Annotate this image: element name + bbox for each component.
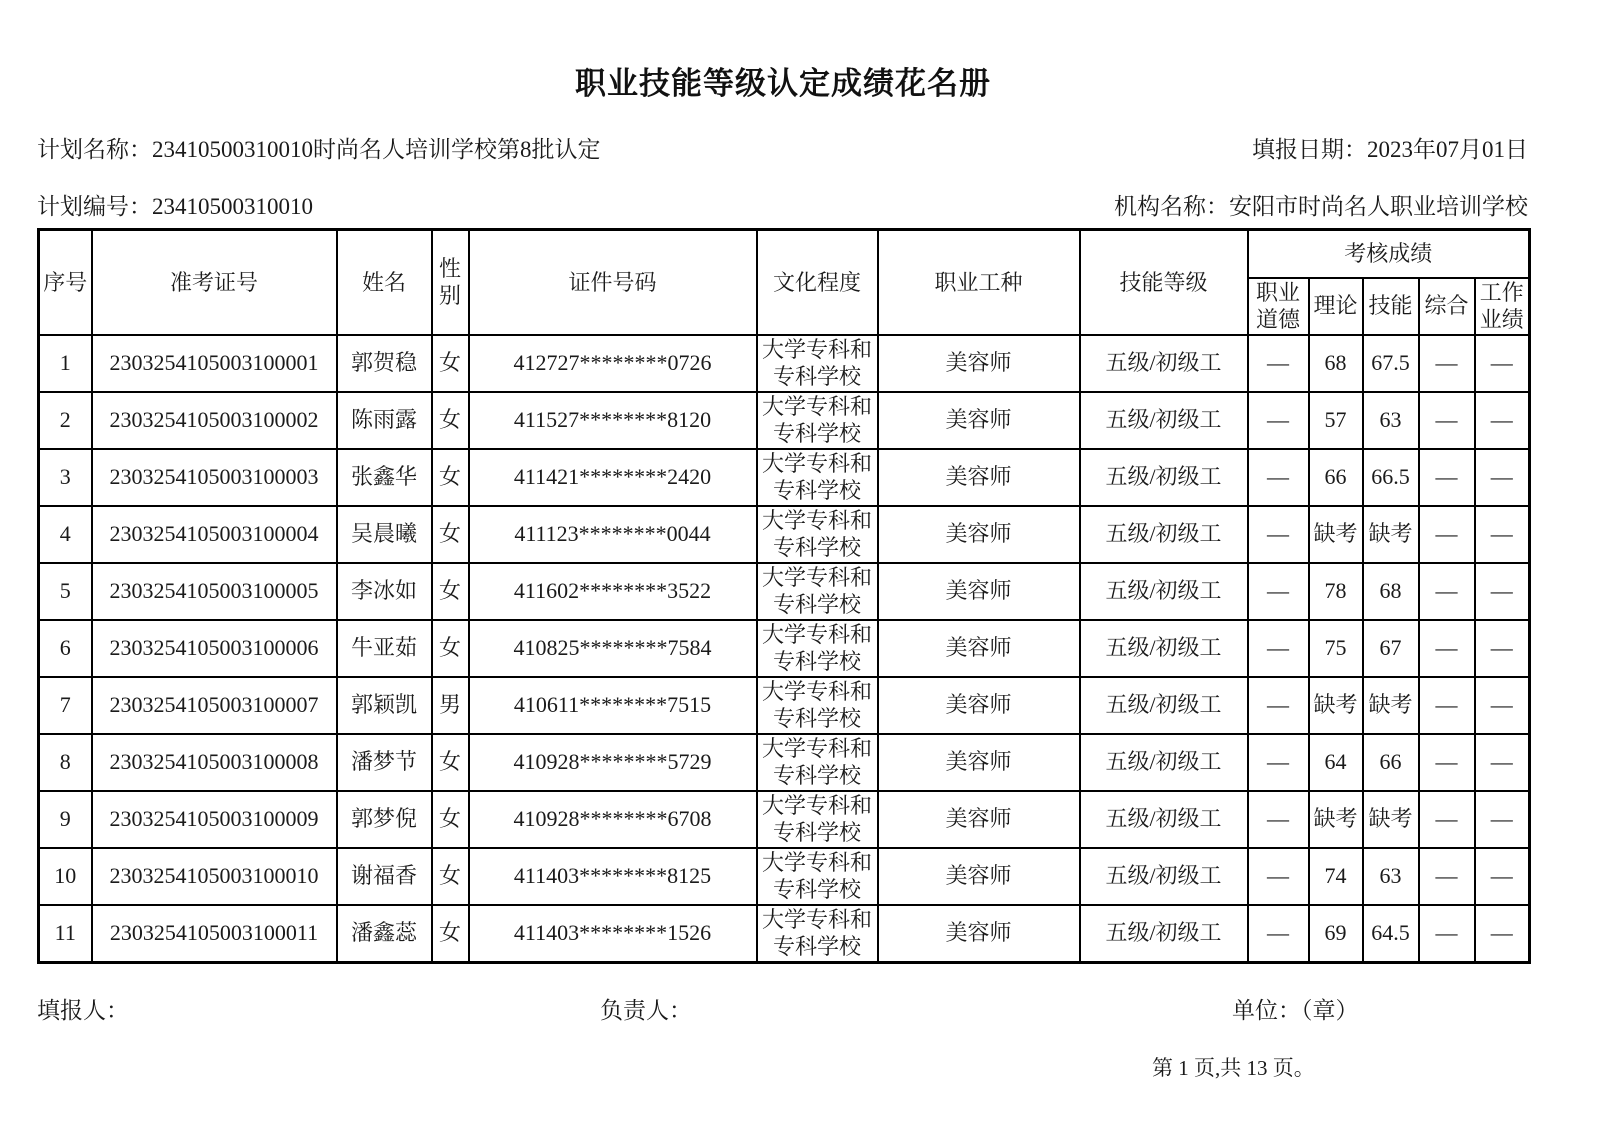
- cell-skill-level: 五级/初级工: [1080, 791, 1248, 848]
- table-row: [39, 335, 1530, 392]
- cell-gender: 女: [432, 335, 469, 392]
- cell-gender: 女: [432, 734, 469, 791]
- cell-name: 吴晨曦: [337, 506, 432, 563]
- plan-code-label: 计划编号：: [37, 194, 152, 219]
- col-header-occupation: 职业工种: [878, 230, 1080, 335]
- cell-occupation: 美容师: [878, 791, 1080, 848]
- cell-score-work: —: [1475, 563, 1530, 620]
- col-header-score-theory: 理论: [1309, 278, 1363, 335]
- filler-label: 填报人：: [37, 998, 129, 1023]
- cell-skill-level: 五级/初级工: [1080, 848, 1248, 905]
- cell-score-ethics: —: [1248, 848, 1309, 905]
- cell-name: 李冰如: [337, 563, 432, 620]
- cell-score-theory: 66: [1309, 449, 1363, 506]
- cell-score-ethics: —: [1248, 677, 1309, 734]
- cell-id-no: 410611********7515: [469, 677, 757, 734]
- cell-education: 大学专科和专科学校: [757, 563, 878, 620]
- cell-skill-level: 五级/初级工: [1080, 449, 1248, 506]
- cell-score-theory: 68: [1309, 335, 1363, 392]
- cell-score-skill: 68: [1363, 563, 1419, 620]
- cell-skill-level: 五级/初级工: [1080, 563, 1248, 620]
- table-row: [39, 392, 1530, 449]
- cell-skill-level: 五级/初级工: [1080, 392, 1248, 449]
- cell-score-theory: 缺考: [1309, 506, 1363, 563]
- cell-exam-no: 2303254105003100003: [92, 449, 337, 506]
- plan-name-label: 计划名称：: [37, 137, 152, 162]
- report-date: [1252, 131, 1528, 164]
- cell-gender: 男: [432, 677, 469, 734]
- cell-skill-level: 五级/初级工: [1080, 335, 1248, 392]
- cell-name: 张鑫华: [337, 449, 432, 506]
- report-date-value: 2023年07月01日: [1367, 137, 1528, 162]
- cell-score-skill: 缺考: [1363, 791, 1419, 848]
- meta-line-1: [37, 131, 1528, 164]
- cell-index: 10: [39, 848, 92, 905]
- cell-gender: 女: [432, 905, 469, 963]
- col-header-skill-level: 技能等级: [1080, 230, 1248, 335]
- col-header-name: 姓名: [337, 230, 432, 335]
- cell-index: 3: [39, 449, 92, 506]
- cell-skill-level: 五级/初级工: [1080, 905, 1248, 963]
- cell-score-work: —: [1475, 449, 1530, 506]
- org-name: [1114, 188, 1528, 221]
- cell-education: 大学专科和专科学校: [757, 620, 878, 677]
- plan-code: [37, 188, 313, 221]
- table-row: [39, 506, 1530, 563]
- cell-occupation: 美容师: [878, 848, 1080, 905]
- cell-score-comprehensive: —: [1419, 677, 1475, 734]
- table-body: [39, 335, 1530, 963]
- unit-seal-label: 单位：（章）: [1232, 998, 1359, 1023]
- cell-score-skill: 缺考: [1363, 506, 1419, 563]
- col-header-education: 文化程度: [757, 230, 878, 335]
- cell-score-comprehensive: —: [1419, 392, 1475, 449]
- cell-id-no: 410825********7584: [469, 620, 757, 677]
- cell-score-comprehensive: —: [1419, 905, 1475, 963]
- table-row: [39, 620, 1530, 677]
- meta-line-2: [37, 188, 1528, 221]
- cell-index: 1: [39, 335, 92, 392]
- cell-index: 5: [39, 563, 92, 620]
- cell-score-work: —: [1475, 335, 1530, 392]
- cell-score-work: —: [1475, 848, 1530, 905]
- plan-code-value: 23410500310010: [152, 194, 313, 219]
- cell-education: 大学专科和专科学校: [757, 734, 878, 791]
- cell-education: 大学专科和专科学校: [757, 335, 878, 392]
- cell-score-comprehensive: —: [1419, 449, 1475, 506]
- cell-score-ethics: —: [1248, 392, 1309, 449]
- cell-score-work: —: [1475, 905, 1530, 963]
- cell-gender: 女: [432, 563, 469, 620]
- cell-id-no: 411602********3522: [469, 563, 757, 620]
- cell-skill-level: 五级/初级工: [1080, 734, 1248, 791]
- plan-name: [37, 131, 601, 164]
- cell-id-no: 412727********0726: [469, 335, 757, 392]
- cell-exam-no: 2303254105003100011: [92, 905, 337, 963]
- table-row: [39, 734, 1530, 791]
- cell-occupation: 美容师: [878, 506, 1080, 563]
- cell-education: 大学专科和专科学校: [757, 392, 878, 449]
- col-header-score-skill: 技能: [1363, 278, 1419, 335]
- cell-occupation: 美容师: [878, 563, 1080, 620]
- cell-exam-no: 2303254105003100006: [92, 620, 337, 677]
- cell-exam-no: 2303254105003100007: [92, 677, 337, 734]
- cell-education: 大学专科和专科学校: [757, 449, 878, 506]
- cell-name: 谢福香: [337, 848, 432, 905]
- cell-score-skill: 67: [1363, 620, 1419, 677]
- cell-score-ethics: —: [1248, 620, 1309, 677]
- cell-name: 潘梦节: [337, 734, 432, 791]
- cell-score-skill: 66.5: [1363, 449, 1419, 506]
- cell-occupation: 美容师: [878, 392, 1080, 449]
- header-row-group: [39, 230, 1530, 278]
- col-header-score-ethics: 职业道德: [1248, 278, 1309, 335]
- cell-score-comprehensive: —: [1419, 335, 1475, 392]
- cell-score-work: —: [1475, 506, 1530, 563]
- cell-score-theory: 74: [1309, 848, 1363, 905]
- cell-name: 牛亚茹: [337, 620, 432, 677]
- responsible-label: 负责人：: [600, 998, 692, 1023]
- cell-exam-no: 2303254105003100004: [92, 506, 337, 563]
- cell-id-no: 410928********5729: [469, 734, 757, 791]
- report-date-label: 填报日期：: [1252, 137, 1367, 162]
- cell-exam-no: 2303254105003100005: [92, 563, 337, 620]
- cell-occupation: 美容师: [878, 449, 1080, 506]
- col-header-index: 序号: [39, 230, 92, 335]
- col-header-scores-group: 考核成绩: [1248, 230, 1530, 278]
- cell-index: 11: [39, 905, 92, 963]
- cell-score-skill: 63: [1363, 392, 1419, 449]
- col-header-id-no: 证件号码: [469, 230, 757, 335]
- cell-gender: 女: [432, 791, 469, 848]
- cell-gender: 女: [432, 449, 469, 506]
- cell-score-work: —: [1475, 677, 1530, 734]
- cell-id-no: 411123********0044: [469, 506, 757, 563]
- cell-score-comprehensive: —: [1419, 791, 1475, 848]
- cell-occupation: 美容师: [878, 677, 1080, 734]
- col-header-score-comprehensive: 综合: [1419, 278, 1475, 335]
- cell-occupation: 美容师: [878, 335, 1080, 392]
- cell-score-work: —: [1475, 620, 1530, 677]
- cell-education: 大学专科和专科学校: [757, 905, 878, 963]
- cell-score-skill: 66: [1363, 734, 1419, 791]
- cell-score-work: —: [1475, 392, 1530, 449]
- cell-score-ethics: —: [1248, 905, 1309, 963]
- cell-exam-no: 2303254105003100002: [92, 392, 337, 449]
- cell-score-comprehensive: —: [1419, 848, 1475, 905]
- cell-gender: 女: [432, 848, 469, 905]
- cell-score-work: —: [1475, 791, 1530, 848]
- table-row: [39, 905, 1530, 963]
- cell-gender: 女: [432, 392, 469, 449]
- cell-skill-level: 五级/初级工: [1080, 620, 1248, 677]
- cell-education: 大学专科和专科学校: [757, 506, 878, 563]
- page-number-info: 第 1 页,共 13 页。: [1152, 1056, 1315, 1080]
- cell-id-no: 411403********8125: [469, 848, 757, 905]
- col-header-score-work: 工作业绩: [1475, 278, 1530, 335]
- table-row: [39, 677, 1530, 734]
- cell-name: 郭贺稳: [337, 335, 432, 392]
- cell-gender: 女: [432, 506, 469, 563]
- page-title: 职业技能等级认定成绩花名册: [575, 66, 991, 101]
- cell-index: 7: [39, 677, 92, 734]
- cell-occupation: 美容师: [878, 734, 1080, 791]
- org-name-label: 机构名称：: [1114, 194, 1229, 219]
- score-roster-table: [37, 228, 1531, 964]
- col-header-gender: 性别: [432, 230, 469, 335]
- cell-score-theory: 缺考: [1309, 791, 1363, 848]
- table-row: [39, 563, 1530, 620]
- cell-score-skill: 67.5: [1363, 335, 1419, 392]
- cell-id-no: 411403********1526: [469, 905, 757, 963]
- cell-score-ethics: —: [1248, 335, 1309, 392]
- cell-score-comprehensive: —: [1419, 506, 1475, 563]
- cell-score-comprehensive: —: [1419, 620, 1475, 677]
- cell-occupation: 美容师: [878, 905, 1080, 963]
- cell-education: 大学专科和专科学校: [757, 677, 878, 734]
- cell-gender: 女: [432, 620, 469, 677]
- cell-skill-level: 五级/初级工: [1080, 506, 1248, 563]
- cell-index: 2: [39, 392, 92, 449]
- cell-occupation: 美容师: [878, 620, 1080, 677]
- cell-id-no: 410928********6708: [469, 791, 757, 848]
- table-row: [39, 449, 1530, 506]
- cell-score-theory: 78: [1309, 563, 1363, 620]
- cell-score-theory: 69: [1309, 905, 1363, 963]
- cell-id-no: 411421********2420: [469, 449, 757, 506]
- cell-score-theory: 缺考: [1309, 677, 1363, 734]
- cell-skill-level: 五级/初级工: [1080, 677, 1248, 734]
- cell-score-skill: 64.5: [1363, 905, 1419, 963]
- cell-education: 大学专科和专科学校: [757, 848, 878, 905]
- cell-score-theory: 75: [1309, 620, 1363, 677]
- cell-score-skill: 缺考: [1363, 677, 1419, 734]
- cell-score-skill: 63: [1363, 848, 1419, 905]
- cell-name: 潘鑫蕊: [337, 905, 432, 963]
- cell-score-work: —: [1475, 734, 1530, 791]
- cell-score-ethics: —: [1248, 734, 1309, 791]
- col-header-exam-no: 准考证号: [92, 230, 337, 335]
- cell-name: 陈雨露: [337, 392, 432, 449]
- cell-exam-no: 2303254105003100009: [92, 791, 337, 848]
- cell-exam-no: 2303254105003100010: [92, 848, 337, 905]
- cell-index: 9: [39, 791, 92, 848]
- cell-score-theory: 57: [1309, 392, 1363, 449]
- cell-score-ethics: —: [1248, 449, 1309, 506]
- org-name-value: 安阳市时尚名人职业培训学校: [1229, 194, 1528, 219]
- cell-score-theory: 64: [1309, 734, 1363, 791]
- table-row: [39, 848, 1530, 905]
- cell-exam-no: 2303254105003100008: [92, 734, 337, 791]
- cell-id-no: 411527********8120: [469, 392, 757, 449]
- cell-index: 8: [39, 734, 92, 791]
- cell-score-comprehensive: —: [1419, 563, 1475, 620]
- cell-score-ethics: —: [1248, 563, 1309, 620]
- cell-name: 郭梦倪: [337, 791, 432, 848]
- cell-score-ethics: —: [1248, 506, 1309, 563]
- cell-name: 郭颖凯: [337, 677, 432, 734]
- cell-index: 6: [39, 620, 92, 677]
- cell-score-ethics: —: [1248, 791, 1309, 848]
- cell-score-comprehensive: —: [1419, 734, 1475, 791]
- plan-name-value: 23410500310010时尚名人培训学校第8批认定: [152, 137, 601, 162]
- cell-index: 4: [39, 506, 92, 563]
- table-row: [39, 791, 1530, 848]
- cell-exam-no: 2303254105003100001: [92, 335, 337, 392]
- cell-education: 大学专科和专科学校: [757, 791, 878, 848]
